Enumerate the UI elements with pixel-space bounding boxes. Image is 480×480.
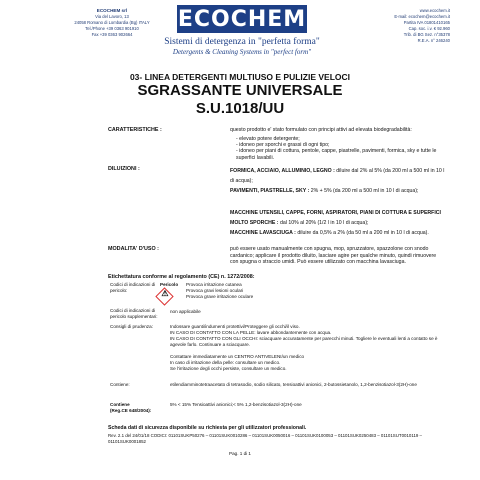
pericolo-line: Provoca grave irritazione oculare [186,294,254,299]
caratteristiche-item: - elevato potere detergente; [236,136,300,142]
prudenza-line: Se l'irritazione degli occhi persiste, consultare un medico. [170,366,287,371]
uso-label: MODALITA' D'USO : [108,246,159,252]
supplementari-label: Codici di indicazioni di pericolo supplementari: [110,308,158,319]
vat-line: Partita IVA 01801410165 [403,20,450,26]
company-contacts [330,8,450,45]
diluizioni-label: DILUIZIONI : [108,166,140,172]
pericolo-line: Provoca gravi lesioni oculari [186,288,244,293]
pericolo-word: Pericolo [160,282,179,287]
caratteristiche-label: CARATTERISTICHE : [108,127,162,133]
product-code: S.U.1018/UU [195,100,285,117]
caratteristiche-intro: questo prodotto e' stato formulato con principi attivi ad elevata biodegradabilità: [230,127,412,133]
logo-text: ECOCHEM [177,7,307,32]
tagline-en: Detergents & Cleaning Systems in "perfect form" [172,48,312,56]
ecochem-logo [177,5,307,33]
company-name: ECOCHEM srl [96,8,128,13]
pericolo-label: Codici di indicazioni di pericolo: [110,282,156,293]
diluizione-macchine: MACCHINE UTENSILI, CAPPE, FORNI, ASPIRATORI, PIANI DI COTTURA E SUPERFICI MOLTO SPORCHE : dal 10% al 20% (1/2 l in 10 l di acqua); [230,210,441,226]
diluizione-lavasciuga: MACCHINE LAVASCIUGA : diluire da 0,5% a 2% (da 50 ml a 200 ml in 10 l di acqua). [230,230,429,236]
product-title: SGRASSANTE UNIVERSALE [137,82,343,99]
etichettatura-heading: Etichettatura conforme al regolamento (CE) n. 1272/2008: [108,274,255,280]
tagline-it: Sistemi di detergenza in "perfetta forma" [164,37,320,47]
supplementari-value: non applicabile [170,309,201,314]
page-number: Pag. 1 di 1 [229,451,251,456]
address-line: 24058 Romano di Lombardia (Bg) ITALY [74,20,150,26]
rea-line: R.E.A. n° 246240 [417,38,450,44]
prudenza-line: In caso di irritazione della pelle: consultare un medico. [170,360,281,365]
product-line-heading: 03- LINEA DETERGENTI MULTIUSO E PULIZIE VELOCI [129,72,351,82]
uso-text: può essere usato manualmente con spugna, mop, spruzzatore, spazzolone con snodo cardanico; applicare il prodotto diluito, lasciare agire per qualche minuto, quindi rimuovere con spugna o straccio umidi. Può essere utilizzato con macchina lavasciuga. [230,246,437,266]
contiene-label: Contiene: [110,382,130,387]
website-link[interactable]: www.ecochem.it [419,8,450,13]
contiene-value: etilendiamminotetraacetato di tetrasodio, sodio silicato, tensioattivi anionici, 2-butossietanolo, 1,2-benzisotiazol-3(2H)-one [170,382,417,387]
prudenza-line: IN CASO DI CONTATTO CON LA PELLE: lavare abbondantemente con acqua. [170,330,332,335]
caratteristiche-item: - idoneo per piani di cottura, pentole, cappe, piastrelle, pavimenti, formica, sky e tutte le superfici lavabili. [236,148,437,161]
contiene2-value: 5% < 15% Tensioattivi anionici;< 5% 1,2-benzisotiazol-3(2H)-one [170,402,302,407]
prudenza-label: Consigli di prudenza: [110,324,153,329]
corrosion-icon: ⚠ [161,289,169,298]
email-link[interactable]: E-mail: ecochem@ecochem.it [394,14,450,20]
prudenza-line: IN CASO DI CONTATTO CON GLI OCCHI: sciacquare accuratamente per parecchi minuti. Togliere le eventuali lenti a contatto se è agevole farlo. Continuare a sciacquare. [170,336,438,347]
company-address [62,8,162,38]
court-line: Trib. di BG Sez. n°35378 [403,32,450,38]
capital-line: Cap. soc. i.v. € 92.960 [408,26,450,32]
diluizione-formica: FORMICA, ACCIAIO, ALLUMINIO, LEGNO : diluire dal 2% al 5% (da 200 ml a 500 ml in 10 l di acqua); [230,168,445,184]
fax-line: Fax +39 0363 902664 [91,32,133,38]
phone-line: Tel./Phone +39 0363 901910 [85,26,139,32]
scheda-note: Scheda dati di sicurezza disponibile su richiesta per gli utilizzatori professionali. [108,425,307,431]
diluizione-pavimenti: PAVIMENTI, PIASTRELLE, SKY : 2% + 5% (da 200 ml a 500 ml in 10 l di acqua); [230,188,419,194]
prudenza-line: Contattare immediatamente un CENTRO ANTIVELENI/un medico [170,354,305,359]
prudenza-line: Indossare guanti/indumenti protettivi/Proteggere gli occhi/il viso. [170,324,300,329]
letterhead [0,0,480,62]
contiene2-label: Contiene [110,402,130,407]
contiene2-label-b: (Reg.CE 648/2004): [110,408,152,413]
address-line: Via del Lavoro, 13 [95,14,129,20]
caratteristiche-item: - idoneo per sporchi e grassi di ogni tipo; [236,142,330,148]
revision-codes: Rev. 2.1 del 24/01/18 CODICI: 01101SUKP50276 – 01101SUK0010286 – 01101SUK0050016 – 01101SUK0100053 – 01101SUK0250483 – 01101SUT0010119 – 01101SUK0001852 [108,433,423,444]
pericolo-line: Provoca irritazione cutanea [186,282,242,287]
